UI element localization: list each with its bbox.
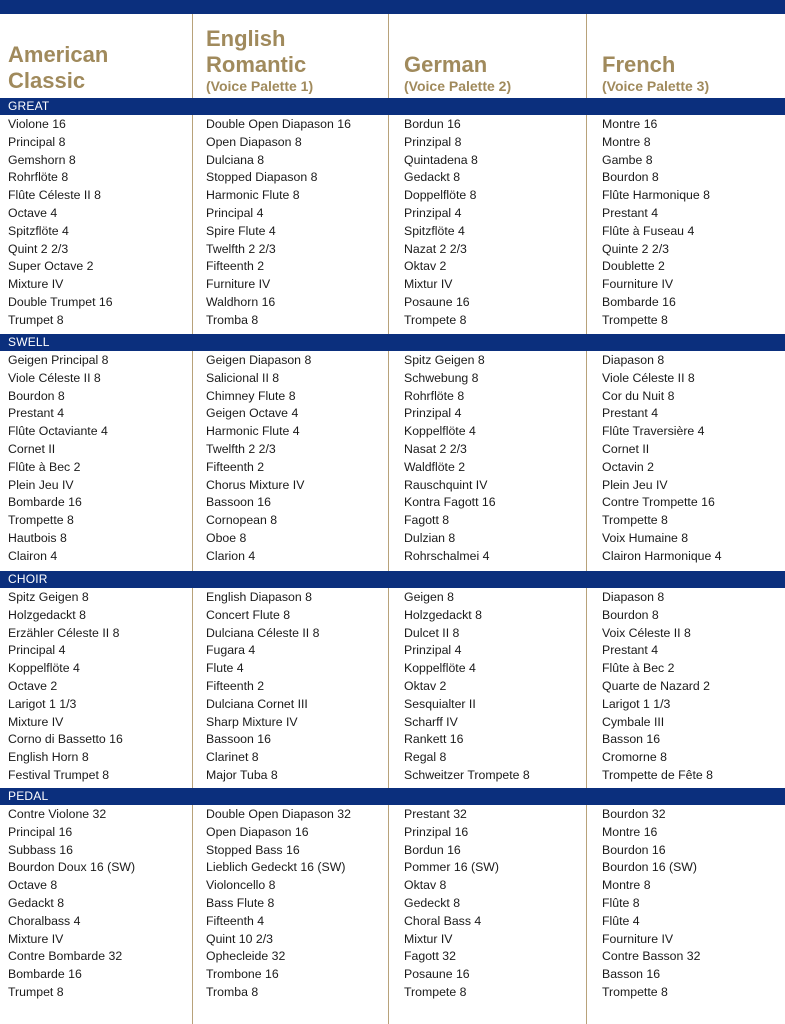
stop-item: Contre Basson 32 — [602, 949, 701, 964]
stop-item: Trompette 8 — [8, 513, 74, 528]
column-title: American Classic — [8, 42, 109, 93]
stop-item: Posaune 16 — [404, 294, 470, 309]
stop-item: Trompete 8 — [404, 984, 467, 999]
column-title: French — [602, 52, 676, 77]
stop-item: Bourdon 8 — [8, 388, 65, 403]
stop-item: Flûte Octaviante 4 — [8, 424, 108, 439]
stop-item: Oboe 8 — [206, 530, 247, 545]
stop-item: Schwebung 8 — [404, 370, 479, 385]
stop-item: Prestant 4 — [8, 406, 65, 421]
stop-item: Spitz Geigen 8 — [8, 590, 89, 604]
stop-item: Harmonic Flute 8 — [206, 188, 300, 203]
section-label: GREAT — [8, 99, 50, 113]
stop-item: Harmonic Flute 4 — [206, 424, 300, 439]
column-subtitle: (Voice Palette 2) — [404, 78, 512, 94]
section-label: CHOIR — [8, 572, 48, 586]
stop-item: Principal 4 — [8, 643, 66, 658]
stop-item: Koppelflöte 4 — [404, 661, 476, 676]
stop-item: Gambe 8 — [602, 152, 653, 167]
stop-item: Violone 16 — [8, 117, 66, 131]
stop-item: Flûte Harmonique 8 — [602, 188, 710, 203]
stop-item: Koppelflöte 4 — [404, 424, 476, 439]
stop-item: Trombone 16 — [206, 967, 279, 982]
stop-item: English Horn 8 — [8, 750, 89, 765]
stop-item: Quinte 2 2/3 — [602, 241, 669, 256]
stop-item: Concert Flute 8 — [206, 607, 291, 622]
stop-item: Flûte à Bec 2 — [8, 459, 81, 474]
stop-item: Bombarde 16 — [602, 294, 676, 309]
stop-item: Prinzipal 4 — [404, 406, 462, 421]
stop-list — [206, 352, 311, 566]
stop-item: Geigen Principal 8 — [8, 353, 109, 367]
stop-item: Choral Bass 4 — [404, 913, 482, 928]
stop-item: Bourdon 16 (SW) — [602, 860, 698, 875]
stop-item: Bassoon 16 — [206, 732, 271, 747]
stop-item: Mixtur IV — [404, 277, 453, 292]
stop-item: Voix Céleste II 8 — [602, 625, 691, 640]
stop-item: Schweitzer Trompete 8 — [404, 767, 530, 782]
stop-item: Oktav 2 — [404, 259, 447, 274]
stop-item: Cor du Nuit 8 — [602, 388, 675, 403]
column-divider — [192, 14, 193, 1024]
stop-item: Diapason 8 — [602, 590, 665, 604]
stop-item: Prinzipal 4 — [404, 643, 462, 658]
stop-item: Violoncello 8 — [206, 878, 276, 893]
stop-item: Basson 16 — [602, 732, 661, 747]
stop-item: Stopped Diapason 8 — [206, 170, 318, 185]
stop-item: Sesquialter II — [404, 696, 476, 711]
stop-item: Festival Trumpet 8 — [8, 767, 110, 782]
stop-list — [602, 806, 700, 1002]
stop-list — [8, 352, 108, 566]
stop-item: Fourniture IV — [602, 931, 674, 946]
stop-item: English Diapason 8 — [206, 590, 312, 604]
stop-list — [8, 589, 123, 785]
stop-item: Regal 8 — [404, 750, 447, 765]
stop-item: Voix Humaine 8 — [602, 530, 689, 545]
column-subtitle: (Voice Palette 3) — [602, 78, 710, 94]
section-label: SWELL — [8, 335, 50, 349]
stop-item: Prestant 4 — [602, 205, 659, 220]
stop-item: Trumpet 8 — [8, 984, 64, 999]
stop-item: Flute 4 — [206, 661, 244, 676]
stop-item: Fagott 8 — [404, 513, 450, 528]
stop-item: Waldhorn 16 — [206, 294, 276, 309]
stop-list — [404, 352, 496, 566]
stop-item: Chimney Flute 8 — [206, 388, 296, 403]
stop-item: Rankett 16 — [404, 732, 464, 747]
stop-item: Chorus Mixture IV — [206, 477, 305, 492]
stop-item: Waldflöte 2 — [404, 459, 466, 474]
stop-item: Viole Céleste II 8 — [602, 370, 695, 385]
stop-item: Gemshorn 8 — [8, 152, 76, 167]
stop-item: Major Tuba 8 — [206, 767, 278, 782]
stop-item: Rauschquint IV — [404, 477, 488, 492]
stop-item: Fagott 32 — [404, 949, 456, 964]
stop-item: Pommer 16 (SW) — [404, 860, 499, 875]
stop-item: Mixture IV — [8, 714, 64, 729]
stop-item: Clairon Harmonique 4 — [602, 548, 722, 563]
stop-item: Twelfth 2 2/3 — [206, 241, 276, 256]
stop-item: Prestant 32 — [404, 807, 467, 821]
stop-item: Sharp Mixture IV — [206, 714, 298, 729]
stop-list — [8, 116, 113, 330]
stop-item: Larigot 1 1/3 — [8, 696, 77, 711]
stop-item: Double Open Diapason 32 — [206, 807, 351, 821]
stop-item: Lieblich Gedeckt 16 (SW) — [206, 860, 346, 875]
stop-item: Bourdon 8 — [602, 170, 659, 185]
stop-item: Mixture IV — [8, 931, 64, 946]
stop-item: Flûte à Fuseau 4 — [602, 223, 695, 238]
section-label: PEDAL — [8, 789, 49, 803]
stop-list — [404, 806, 499, 1002]
top-rule — [0, 0, 785, 14]
stop-item: Choralbass 4 — [8, 913, 81, 928]
stop-item: Larigot 1 1/3 — [602, 696, 671, 711]
stop-item: Dulciana Cornet III — [206, 696, 308, 711]
stop-item: Mixtur IV — [404, 931, 453, 946]
stop-item: Montre 8 — [602, 134, 651, 149]
section-bar-choir — [0, 571, 785, 588]
stop-item: Cornet II — [602, 441, 650, 456]
stop-item: Clarion 4 — [206, 548, 256, 563]
stop-item: Flûte Céleste II 8 — [8, 188, 101, 203]
stop-item: Fifteenth 4 — [206, 913, 265, 928]
stop-item: Bass Flute 8 — [206, 895, 275, 910]
stop-item: Dulciana Céleste II 8 — [206, 625, 320, 640]
stop-item: Trompette 8 — [602, 984, 668, 999]
stop-item: Erzähler Céleste II 8 — [8, 625, 120, 640]
stop-item: Principal 16 — [8, 824, 73, 839]
stop-item: Geigen 8 — [404, 590, 454, 604]
stop-item: Quint 2 2/3 — [8, 241, 69, 256]
stop-item: Contre Violone 32 — [8, 807, 107, 821]
stop-item: Subbass 16 — [8, 842, 73, 857]
stop-item: Clarinet 8 — [206, 750, 259, 765]
stop-item: Koppelflöte 4 — [8, 661, 80, 676]
header-american-classic — [8, 14, 108, 98]
stop-item: Trompete 8 — [404, 312, 467, 327]
stop-item: Plein Jeu IV — [602, 477, 668, 492]
stop-item: Flûte 4 — [602, 913, 640, 928]
stop-item: Mixture IV — [8, 277, 64, 292]
stop-item: Octave 8 — [8, 878, 58, 893]
stop-item: Clairon 4 — [8, 548, 58, 563]
stop-item: Geigen Octave 4 — [206, 406, 299, 421]
stop-item: Fugara 4 — [206, 643, 256, 658]
stop-item: Contre Trompette 16 — [602, 495, 715, 510]
stop-item: Gedackt 8 — [404, 170, 461, 185]
stop-list — [404, 589, 530, 785]
stop-item: Open Diapason 16 — [206, 824, 309, 839]
stop-item: Bombarde 16 — [8, 495, 82, 510]
stop-item: Flûte à Bec 2 — [602, 661, 675, 676]
stop-item: Corno di Bassetto 16 — [8, 732, 123, 747]
stop-item: Spitzflöte 4 — [8, 223, 69, 238]
stop-item: Cornet II — [8, 441, 56, 456]
column-title: German — [404, 52, 488, 77]
stop-item: Fifteenth 2 — [206, 459, 265, 474]
stop-item: Dulciana 8 — [206, 152, 265, 167]
stop-item: Bombarde 16 — [8, 967, 82, 982]
stop-item: Quarte de Nazard 2 — [602, 678, 711, 693]
stop-item: Super Octave 2 — [8, 259, 94, 274]
stop-item: Trumpet 8 — [8, 312, 64, 327]
stop-item: Spitzflöte 4 — [404, 223, 465, 238]
stop-item: Montre 16 — [602, 824, 658, 839]
stop-item: Fifteenth 2 — [206, 678, 265, 693]
section-bar-swell — [0, 334, 785, 351]
stop-item: Bourdon 32 — [602, 807, 666, 821]
stop-list — [602, 589, 713, 785]
stop-item: Cromorne 8 — [602, 750, 667, 765]
stop-item: Twelfth 2 2/3 — [206, 441, 276, 456]
stop-item: Kontra Fagott 16 — [404, 495, 496, 510]
column-divider — [586, 14, 587, 1024]
column-title: English Romantic — [206, 26, 307, 77]
stop-item: Bourdon Doux 16 (SW) — [8, 860, 136, 875]
stop-item: Doublette 2 — [602, 259, 665, 274]
stop-item: Prestant 4 — [602, 643, 659, 658]
stop-item: Bourdon 16 — [602, 842, 666, 857]
stop-item: Spitz Geigen 8 — [404, 353, 485, 367]
stop-item: Tromba 8 — [206, 312, 259, 327]
stop-item: Nazat 2 2/3 — [404, 241, 467, 256]
stop-item: Double Open Diapason 16 — [206, 117, 351, 131]
stop-item: Plein Jeu IV — [8, 477, 74, 492]
stop-item: Fifteenth 2 — [206, 259, 265, 274]
stop-item: Octave 2 — [8, 678, 58, 693]
stop-item: Trompette 8 — [602, 513, 668, 528]
stop-list — [8, 806, 135, 1002]
stop-item: Ophecleide 32 — [206, 949, 286, 964]
stop-item: Hautbois 8 — [8, 530, 67, 545]
stop-item: Quint 10 2/3 — [206, 931, 273, 946]
stop-item: Quintadena 8 — [404, 152, 478, 167]
column-divider — [388, 14, 389, 1024]
stop-item: Rohrflöte 8 — [404, 388, 465, 403]
stop-item: Gedackt 8 — [8, 895, 65, 910]
stop-item: Double Trumpet 16 — [8, 294, 113, 309]
stop-item: Stopped Bass 16 — [206, 842, 300, 857]
stop-item: Cornopean 8 — [206, 513, 278, 528]
stop-item: Principal 8 — [8, 134, 66, 149]
stop-item: Scharff IV — [404, 714, 458, 729]
stop-item: Rohrflöte 8 — [8, 170, 69, 185]
stop-list — [602, 352, 722, 566]
stop-item: Basson 16 — [602, 967, 661, 982]
stop-item: Oktav 8 — [404, 878, 447, 893]
stop-item: Geigen Diapason 8 — [206, 353, 312, 367]
stop-item: Salicional II 8 — [206, 370, 280, 385]
stop-item: Diapason 8 — [602, 353, 665, 367]
header-english-romantic — [206, 14, 313, 98]
section-bar-pedal — [0, 788, 785, 805]
column-subtitle: (Voice Palette 1) — [206, 78, 314, 94]
stop-item: Bordun 16 — [404, 117, 461, 131]
stop-item: Principal 4 — [206, 205, 264, 220]
stop-item: Montre 8 — [602, 878, 651, 893]
stop-item: Flûte Traversière 4 — [602, 424, 705, 439]
stop-item: Rohrschalmei 4 — [404, 548, 490, 563]
stop-item: Dulzian 8 — [404, 530, 456, 545]
stop-item: Contre Bombarde 32 — [8, 949, 123, 964]
header-german — [404, 14, 511, 98]
stop-list — [206, 806, 351, 1002]
stop-list — [404, 116, 478, 330]
stop-item: Nasat 2 2/3 — [404, 441, 467, 456]
stop-item: Trompette 8 — [602, 312, 668, 327]
stop-item: Prestant 4 — [602, 406, 659, 421]
stop-item: Open Diapason 8 — [206, 134, 302, 149]
stop-item: Cymbale III — [602, 714, 665, 729]
stop-item: Viole Céleste II 8 — [8, 370, 101, 385]
stop-item: Bordun 16 — [404, 842, 461, 857]
stop-item: Prinzipal 8 — [404, 134, 462, 149]
stop-item: Trompette de Fête 8 — [602, 767, 713, 782]
stop-item: Bourdon 8 — [602, 607, 659, 622]
stop-item: Doppelflöte 8 — [404, 188, 477, 203]
stop-item: Prinzipal 4 — [404, 205, 462, 220]
stop-item: Montre 16 — [602, 117, 658, 131]
stop-item: Octave 4 — [8, 205, 58, 220]
stop-list — [206, 589, 319, 785]
stop-item: Gedeckt 8 — [404, 895, 461, 910]
stop-item: Prinzipal 16 — [404, 824, 469, 839]
stop-item: Posaune 16 — [404, 967, 470, 982]
stop-item: Oktav 2 — [404, 678, 447, 693]
stop-item: Flûte 8 — [602, 895, 640, 910]
stop-list — [206, 116, 351, 330]
stop-item: Spire Flute 4 — [206, 223, 276, 238]
stop-item: Tromba 8 — [206, 984, 259, 999]
stop-item: Holzgedackt 8 — [8, 607, 86, 622]
stop-item: Dulcet II 8 — [404, 625, 460, 640]
stop-item: Bassoon 16 — [206, 495, 271, 510]
header-french — [602, 14, 709, 98]
stop-item: Octavin 2 — [602, 459, 654, 474]
stop-item: Fourniture IV — [602, 277, 674, 292]
stop-item: Holzgedackt 8 — [404, 607, 482, 622]
section-bar-great — [0, 98, 785, 115]
stop-item: Furniture IV — [206, 277, 271, 292]
stop-list — [602, 116, 710, 330]
